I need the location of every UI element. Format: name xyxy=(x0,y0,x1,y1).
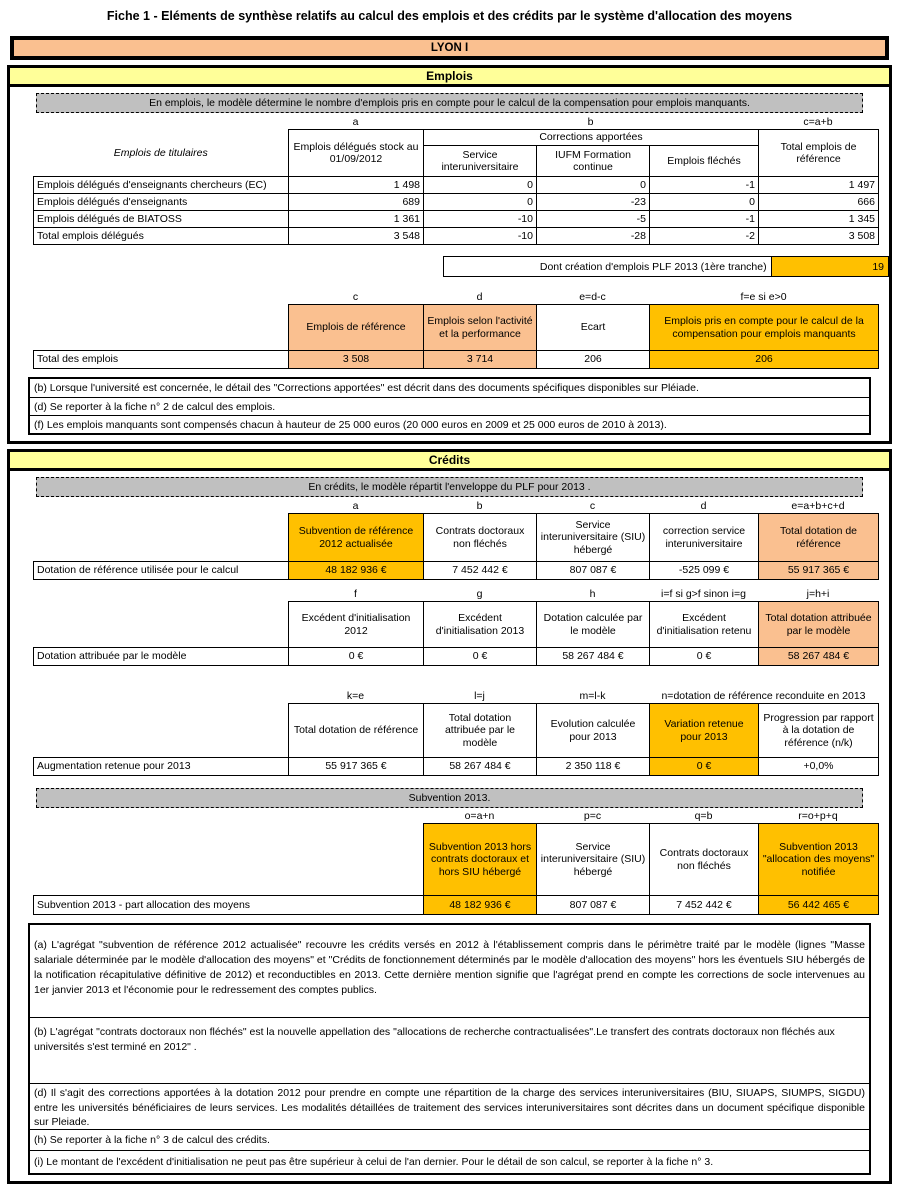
letter-spacer xyxy=(33,690,288,703)
letter-r: r=o+p+q xyxy=(798,810,838,822)
note-i: (i) Le montant de l'excédent d'initialisation ne peut pas être supérieur à celui de l'an dernier. Pour le détail de son calcul, se reporter à la fiche n° 3. xyxy=(30,1150,869,1173)
credits-section-title: Crédits xyxy=(10,452,889,471)
letter-spacer xyxy=(33,500,288,513)
cell: 7 452 442 € xyxy=(650,896,759,915)
empty-cell xyxy=(34,514,289,562)
cell: +0,0% xyxy=(759,758,879,776)
cell: 3 508 xyxy=(759,228,879,245)
cell: 1 361 xyxy=(289,211,424,228)
cell: 7 452 442 € xyxy=(424,562,537,580)
cell: -2 xyxy=(650,228,759,245)
letter-spacer xyxy=(33,588,288,601)
cell: 2 350 118 € xyxy=(537,758,650,776)
cell: 55 917 365 € xyxy=(289,758,424,776)
emplois-table1-letters xyxy=(33,116,878,129)
table-row xyxy=(34,896,879,915)
letter-j: j=h+i xyxy=(806,588,830,600)
letter-e: e=a+b+c+d xyxy=(791,500,845,512)
empty-cell xyxy=(34,602,289,648)
cell: 48 182 936 € xyxy=(424,896,537,915)
letter-f: f=e si e>0 xyxy=(740,291,787,303)
row-label: Emplois délégués d'enseignants xyxy=(34,194,289,211)
credits-table3 xyxy=(33,703,879,776)
cell: 0 € xyxy=(650,648,759,666)
note-b: (b) L'agrégat "contrats doctoraux non fléchés" est la nouvelle appellation des "allocations de recherche contractualisées".Le transfert des contrats doctoraux non fléchés aux universités s'est terminé en 2012" . xyxy=(30,1017,869,1083)
note-b: (b) Lorsque l'université est concernée, le détail des "Corrections apportées" est décrit dans des documents spécifiques disponibles sur Pléiade. xyxy=(34,382,699,394)
col-header-emplois-reference: Emplois de référence xyxy=(289,305,424,351)
cell: -28 xyxy=(537,228,650,245)
table-row-total xyxy=(34,228,879,245)
credits-table3-letters xyxy=(33,690,878,703)
col-header-siu-heberge: Service interuniversitaire (SIU) hébergé xyxy=(537,824,650,896)
empty-cell xyxy=(34,305,289,351)
col-header-emplois-delegues: Emplois délégués stock au 01/09/2012 xyxy=(289,130,424,177)
col-header-dotation-calculee: Dotation calculée par le modèle xyxy=(537,602,650,648)
credits-table2 xyxy=(33,601,879,666)
subcol-header-service-interuniversitaire: Service interuniversitaire xyxy=(424,146,537,177)
col-header-evolution-2013: Evolution calculée pour 2013 xyxy=(537,704,650,758)
table-row xyxy=(34,194,879,211)
emplois-table2 xyxy=(33,304,879,369)
note-h: (h) Se reporter à la fiche n° 3 de calcul des crédits. xyxy=(30,1129,869,1150)
cell: 0 xyxy=(424,177,537,194)
subvention-band: Subvention 2013. xyxy=(36,788,863,808)
col-header-contrats-doctoraux: Contrats doctoraux non fléchés xyxy=(650,824,759,896)
row-label: Augmentation retenue pour 2013 xyxy=(34,758,289,776)
cell: 3 508 xyxy=(289,351,424,369)
cell: -5 xyxy=(537,211,650,228)
col-header-ecart: Ecart xyxy=(537,305,650,351)
letter-m: m=l-k xyxy=(579,690,606,702)
letter-spacer xyxy=(33,810,423,823)
empty-cell xyxy=(34,704,289,758)
letter-l: l=j xyxy=(474,690,485,702)
col-header-excedent-retenu: Excédent d'initialisation retenu xyxy=(650,602,759,648)
cell: 807 087 € xyxy=(537,896,650,915)
cell: 1 498 xyxy=(289,177,424,194)
col-header-total-dotation-modele: Total dotation attribuée par le modèle xyxy=(424,704,537,758)
letter-p: p=c xyxy=(583,810,602,822)
col-header-excedent-2013: Excédent d'initialisation 2013 xyxy=(424,602,537,648)
empty-cell xyxy=(34,824,424,896)
col-header-siu-heberge: Service interuniversitaire (SIU) hébergé xyxy=(537,514,650,562)
col-header-emplois-activite: Emplois selon l'activité et la performance xyxy=(424,305,537,351)
cell: -10 xyxy=(424,211,537,228)
credits-notes xyxy=(28,923,871,1175)
letter-h: h xyxy=(589,588,596,600)
plf-label: Dont création d'emplois PLF 2013 (1ère tranche) xyxy=(444,257,772,277)
letter-o: o=a+n xyxy=(464,810,495,822)
credits-intro-band: En crédits, le modèle répartit l'enveloppe du PLF pour 2013 . xyxy=(36,477,863,497)
letter-d: d xyxy=(700,500,707,512)
letter-c: c xyxy=(589,500,596,512)
cell: 0 € xyxy=(650,758,759,776)
letter-c: c=a+b xyxy=(803,116,833,128)
page-title: Fiche 1 - Eléments de synthèse relatifs au calcul des emplois et des crédits par le système d'allocation des moyens xyxy=(106,9,793,23)
emplois-notes xyxy=(28,377,871,435)
cell: 58 267 484 € xyxy=(424,758,537,776)
row-label: Total emplois délégués xyxy=(34,228,289,245)
cell: 56 442 465 € xyxy=(759,896,879,915)
cell: -23 xyxy=(537,194,650,211)
table-row xyxy=(34,648,879,666)
row-label: Emplois délégués d'enseignants chercheurs (EC) xyxy=(34,177,289,194)
table-row xyxy=(34,562,879,580)
cell: 0 € xyxy=(289,648,424,666)
plf-creation-row xyxy=(443,256,889,277)
letter-c: c xyxy=(352,291,359,303)
col-header-subvention-reference: Subvention de référence 2012 actualisée xyxy=(289,514,424,562)
cell: 0 xyxy=(650,194,759,211)
letter-b: b xyxy=(587,116,594,128)
col-header-subvention-notifiee: Subvention 2013 "allocation des moyens" notifiée xyxy=(759,824,879,896)
letter-d: d xyxy=(476,291,483,303)
col-header-excedent-2012: Excédent d'initialisation 2012 xyxy=(289,602,424,648)
cell: -1 xyxy=(650,211,759,228)
letter-k: k=e xyxy=(346,690,365,702)
row-label: Dotation attribuée par le modèle xyxy=(34,648,289,666)
letter-e: e=d-c xyxy=(579,291,606,303)
credits-table2-letters xyxy=(33,588,878,601)
note-d: (d) Se reporter à la fiche n° 2 de calcul des emplois. xyxy=(30,397,869,415)
note-f: (f) Les emplois manquants sont compensés chacun à hauteur de 25 000 euros (20 000 euros en 2009 et 25 000 euros de 2010 à 2013). xyxy=(30,415,869,433)
subcol-header-iufm: IUFM Formation continue xyxy=(537,146,650,177)
col-header-corrections: Corrections apportées xyxy=(424,130,759,146)
letter-a: a xyxy=(352,116,359,128)
col-header-total-dotation-reference: Total dotation de référence xyxy=(289,704,424,758)
cell: -525 099 € xyxy=(650,562,759,580)
col-header-compensation: Emplois pris en compte pour le calcul de la compensation pour emplois manquants xyxy=(650,305,879,351)
letter-b: b xyxy=(476,500,483,512)
col-header-variation-retenue: Variation retenue pour 2013 xyxy=(650,704,759,758)
letter-spacer xyxy=(33,116,288,129)
cell: 1 497 xyxy=(759,177,879,194)
letter-n: n=dotation de référence reconduite en 2013 xyxy=(661,690,866,702)
col-header-subvention-2013-hors: Subvention 2013 hors contrats doctoraux et hors SIU hébergé xyxy=(424,824,537,896)
cell: 0 xyxy=(424,194,537,211)
cell: 666 xyxy=(759,194,879,211)
cell: 3 548 xyxy=(289,228,424,245)
cell: 0 € xyxy=(424,648,537,666)
credits-table4 xyxy=(33,823,879,915)
cell: 807 087 € xyxy=(537,562,650,580)
cell: 3 714 xyxy=(424,351,537,369)
cell: 48 182 936 € xyxy=(289,562,424,580)
cell: 1 345 xyxy=(759,211,879,228)
cell: 689 xyxy=(289,194,424,211)
credits-section xyxy=(7,449,892,1184)
cell: -10 xyxy=(424,228,537,245)
row-label: Total des emplois xyxy=(34,351,289,369)
emplois-section-title: Emplois xyxy=(10,68,889,87)
cell: 58 267 484 € xyxy=(537,648,650,666)
row-group-label: Emplois de titulaires xyxy=(113,146,208,159)
table-row xyxy=(34,211,879,228)
emplois-table1 xyxy=(33,129,879,245)
letter-a: a xyxy=(352,500,359,512)
letter-g: g xyxy=(476,588,483,600)
emplois-table2-letters xyxy=(33,291,878,304)
letter-f: f xyxy=(354,588,357,600)
cell: 0 xyxy=(537,177,650,194)
table-row-total xyxy=(34,351,879,369)
col-header-total-reference: Total emplois de référence xyxy=(759,130,879,177)
cell: 206 xyxy=(537,351,650,369)
row-label: Emplois délégués de BIATOSS xyxy=(34,211,289,228)
credits-table1-letters xyxy=(33,500,878,513)
col-header-total-dotation-reference: Total dotation de référence xyxy=(759,514,879,562)
cell: 58 267 484 € xyxy=(759,648,879,666)
col-header-contrats-doctoraux: Contrats doctoraux non fléchés xyxy=(424,514,537,562)
row-label: Dotation de référence utilisée pour le calcul xyxy=(34,562,289,580)
col-header-total-dotation-modele: Total dotation attribuée par le modèle xyxy=(759,602,879,648)
row-label: Subvention 2013 - part allocation des moyens xyxy=(34,896,424,915)
col-header-correction-siu: correction service interuniversitaire xyxy=(650,514,759,562)
cell: -1 xyxy=(650,177,759,194)
subcol-header-emplois-fleches: Emplois fléchés xyxy=(650,146,759,177)
university-banner: LYON I xyxy=(10,36,889,60)
table-row xyxy=(34,177,879,194)
cell: 55 917 365 € xyxy=(759,562,879,580)
emplois-section xyxy=(7,65,892,444)
letter-spacer xyxy=(33,291,288,304)
credits-table4-letters xyxy=(33,810,878,823)
note-a: (a) L'agrégat "subvention de référence 2012 actualisée" recouvre les crédits versés en 2012 à l'établissement compris dans le périmètre traité par le modèle (lignes "Masse salariale déterminée par le modèle d'allocation des moyens" et "Crédits de fonctionnement déterminés par le modèle d'allocation des moyens" hors les éventuels SIU hébergés de la notification récapitulative définitive de 2012) et reconductibles en 2013. Cette dernière mention signifie que l'agrégat prend en compte les corrections de socle intervenues au 1er janvier 2013 et l'économie pour le redressement des comptes publics. xyxy=(34,939,865,996)
letter-q: q=b xyxy=(694,810,713,822)
cell: 206 xyxy=(650,351,879,369)
letter-i: i=f si g>f sinon i=g xyxy=(661,588,746,600)
credits-table1 xyxy=(33,513,879,580)
plf-value: 19 xyxy=(771,257,888,277)
emplois-intro-band: En emplois, le modèle détermine le nombre d'emplois pris en compte pour le calcul de la compensation pour emplois manquants. xyxy=(36,93,863,113)
table-row xyxy=(34,758,879,776)
col-header-progression: Progression par rapport à la dotation de référence (n/k) xyxy=(759,704,879,758)
note-d: (d) Il s'agit des corrections apportées à la dotation 2012 pour prendre en compte une répartition de la charge des services interuniversitaires (BIU, SIUAPS, SIUMPS, SIGDU) entre les universités bénéficiaires de leurs services. Les modalités détaillées de traitement des services interuniversitaires sont décrites dans un document spécifique disponible sur Pleiade. xyxy=(30,1083,869,1129)
